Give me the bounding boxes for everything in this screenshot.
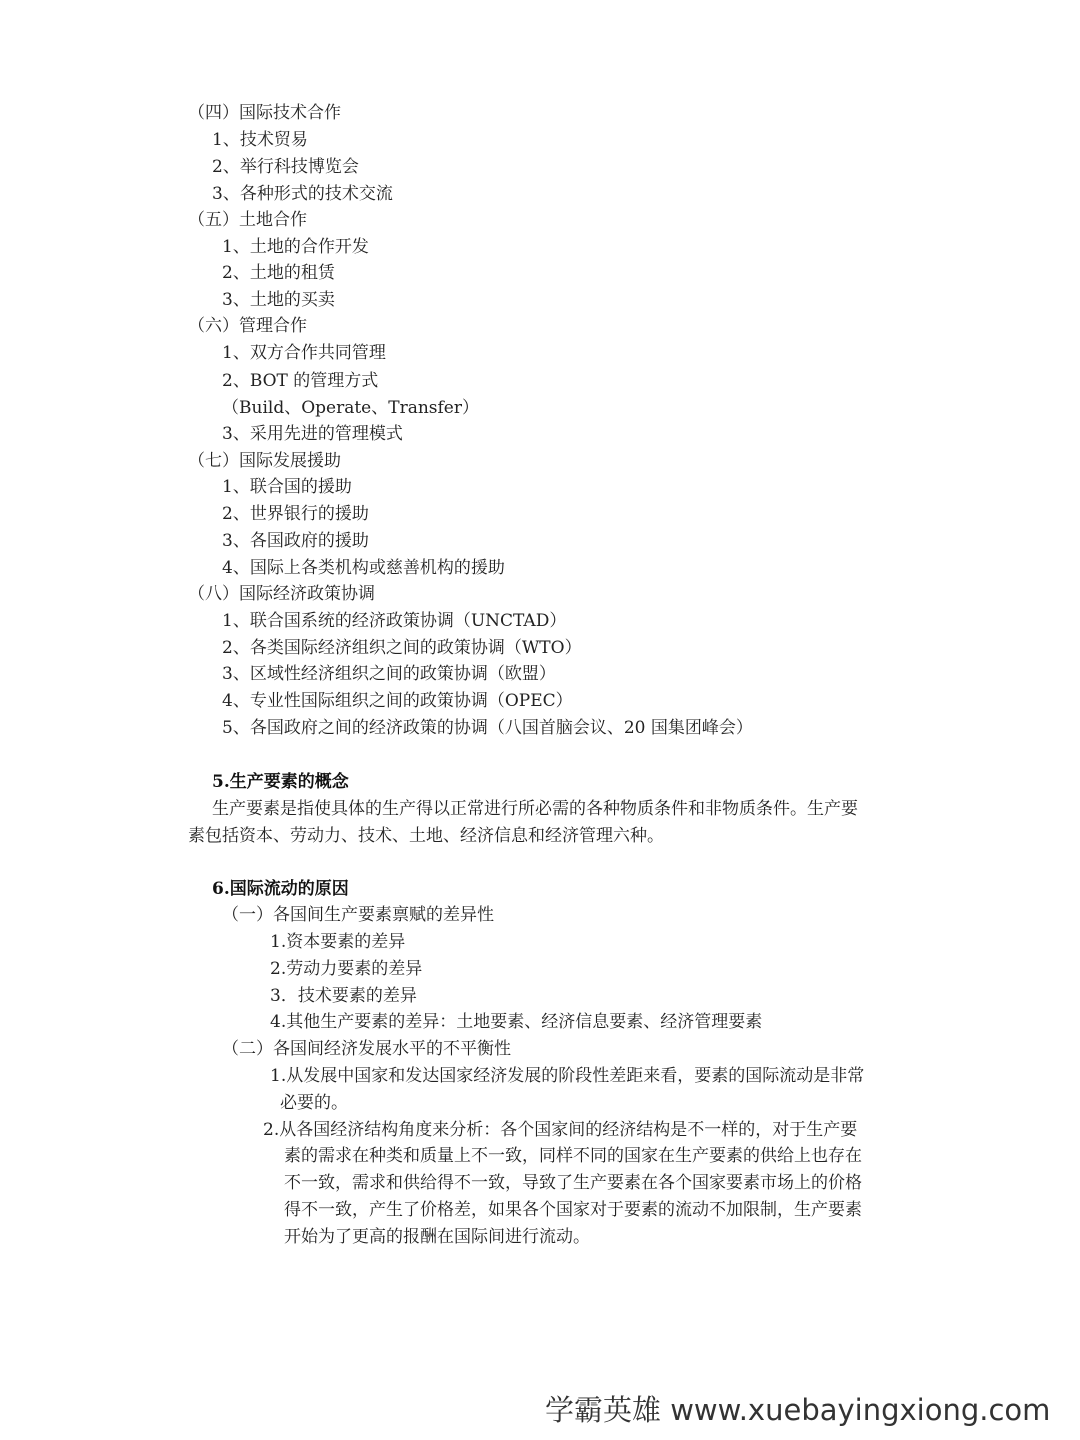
- paragraph-line: 素的需求在种类和质量上不一致，同样不同的国家在生产要素的供给上也存在: [284, 1146, 862, 1166]
- list-item: 2、BOT 的管理方式: [222, 371, 379, 391]
- list-item: 1、双方合作共同管理: [222, 343, 386, 363]
- paragraph-line: 1.从发展中国家和发达国家经济发展的阶段性差距来看，要素的国际流动是非常: [270, 1066, 865, 1086]
- paragraph-line: 2.从各国经济结构角度来分析：各个国家间的经济结构是不一样的，对于生产要: [263, 1120, 858, 1140]
- paragraph-line: 得不一致，产生了价格差，如果各个国家对于要素的流动不加限制，生产要素: [284, 1200, 862, 1220]
- list-item: 2、世界银行的援助: [222, 504, 369, 524]
- list-item: 1、土地的合作开发: [222, 237, 369, 257]
- list-item: 1、联合国的援助: [222, 477, 352, 497]
- reasons-heading: 6.国际流动的原因: [212, 879, 349, 899]
- section-5-title: （五）土地合作: [188, 210, 307, 230]
- list-item: 3、各种形式的技术交流: [212, 184, 393, 204]
- list-item: 3、区域性经济组织之间的政策协调（欧盟）: [222, 664, 556, 684]
- list-item: 4.其他生产要素的差异：土地要素、经济信息要素、经济管理要素: [270, 1012, 763, 1032]
- list-item: 3、土地的买卖: [222, 290, 335, 310]
- list-item: 2、举行科技博览会: [212, 157, 359, 177]
- list-item: （Build、Operate、Transfer）: [222, 398, 479, 418]
- paragraph-line: 生产要素是指使具体的生产得以正常进行所必需的各种物质条件和非物质条件。生产要: [212, 799, 858, 819]
- paragraph-line: 必要的。: [280, 1093, 348, 1113]
- watermark: 学霸英雄 www.xuebayingxiong.com: [545, 1393, 1051, 1427]
- reasons-part1-title: （一）各国间生产要素禀赋的差异性: [222, 905, 494, 925]
- section-8-title: （八）国际经济政策协调: [188, 584, 375, 604]
- section-4-title: （四）国际技术合作: [188, 103, 341, 123]
- paragraph-line: 不一致，需求和供给得不一致，导致了生产要素在各个国家要素市场上的价格: [284, 1173, 862, 1193]
- list-item: 2、土地的租赁: [222, 263, 335, 283]
- paragraph-line: 开始为了更高的报酬在国际间进行流动。: [284, 1227, 590, 1247]
- section-6-title: （六）管理合作: [188, 316, 307, 336]
- list-item: 2、各类国际经济组织之间的政策协调（WTO）: [222, 638, 582, 658]
- list-item: 3、采用先进的管理模式: [222, 424, 403, 444]
- list-item: 4、专业性国际组织之间的政策协调（OPEC）: [222, 691, 573, 711]
- list-item: 1、技术贸易: [212, 130, 308, 150]
- list-item: 1.资本要素的差异: [270, 932, 406, 952]
- concept-heading: 5.生产要素的概念: [212, 772, 349, 792]
- list-item: 3、各国政府的援助: [222, 531, 369, 551]
- list-item: 1、联合国系统的经济政策协调（UNCTAD）: [222, 611, 567, 631]
- list-item: 5、各国政府之间的经济政策的协调（八国首脑会议、20 国集团峰会）: [222, 718, 753, 738]
- list-item: 3．技术要素的差异: [270, 986, 417, 1006]
- list-item: 2.劳动力要素的差异: [270, 959, 423, 979]
- section-7-title: （七）国际发展援助: [188, 451, 341, 471]
- paragraph-line: 素包括资本、劳动力、技术、土地、经济信息和经济管理六种。: [188, 826, 664, 846]
- reasons-part2-title: （二）各国间经济发展水平的不平衡性: [222, 1039, 511, 1059]
- list-item: 4、国际上各类机构或慈善机构的援助: [222, 558, 505, 578]
